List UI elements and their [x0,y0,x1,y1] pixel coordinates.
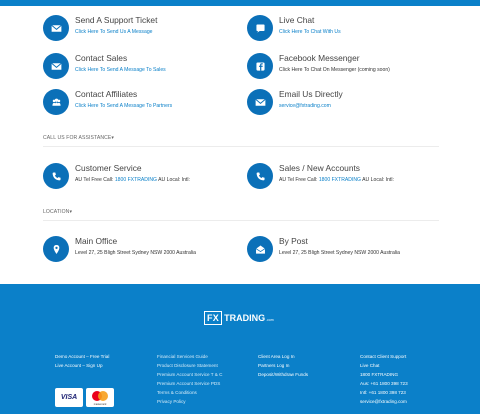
envelope-icon [247,89,273,115]
footer-link-contact-support[interactable]: Contact Client Support [360,354,407,359]
sales-accounts-title: Sales / New Accounts [279,163,360,173]
footer-link-pds[interactable]: Product Disclosure Statement [157,363,218,368]
footer-link-terms[interactable]: Terms & Conditions [157,390,197,395]
footer-link-client-login[interactable]: Client Area Log In [258,354,295,359]
footer-legal-column [157,352,222,406]
live-chat-link[interactable]: Click Here To Chat With Us [279,29,341,35]
facebook-messenger-title: Facebook Messenger [279,53,360,63]
divider [43,220,439,221]
free-call-label: AU Tel Free Call: [75,177,114,183]
contact-sales-title: Contact Sales [75,53,128,63]
support-ticket-title: Send A Support Ticket [75,15,158,25]
free-call-number[interactable]: 1800 FXTRADING [114,177,158,183]
footer-support-column [360,352,408,406]
phone-icon [247,163,273,189]
fxtrading-logo[interactable] [204,311,274,325]
mastercard-yellow-circle [98,391,108,401]
support-ticket-item[interactable] [43,15,157,41]
sales-accounts-item [247,163,394,189]
envelope-icon [43,15,69,41]
contact-affiliates-title: Contact Affiliates [75,89,138,99]
location-section-label[interactable]: LOCATION▾ [43,209,73,215]
free-call-label: AU Tel Free Call: [279,177,318,183]
main-office-title: Main Office [75,236,118,246]
open-envelope-icon [247,236,273,262]
footer-link-deposit-withdraw[interactable]: Deposit/Withdraw Funds [258,372,309,377]
footer-link-live-account[interactable]: Live Account – Sign Up [55,363,103,368]
contact-sales-item[interactable] [43,53,166,79]
footer-phone-intl[interactable]: Intl: +61 1800 398 723 [360,390,406,395]
site-footer [0,284,480,414]
by-post-title: By Post [279,236,308,246]
email-directly-item[interactable] [247,89,343,115]
footer-link-premium-pds[interactable]: Premium Account Service PDS [157,381,221,386]
footer-link-fsg[interactable]: Financial Services Guide [157,354,208,359]
by-post-address: Level 27, 25 Bligh Street Sydney NSW 2000 Australia [279,250,400,256]
facebook-messenger-item[interactable] [247,53,390,79]
map-pin-icon [43,236,69,262]
main-office-item [43,236,196,262]
support-ticket-link[interactable]: Click Here To Send Us A Message [75,29,153,35]
logo-fx: FX [204,311,222,325]
footer-link-premium-tc[interactable]: Premium Account Service T & C [157,372,223,377]
call-section-label[interactable]: CALL US FOR ASSISTANCE▾ [43,135,115,141]
contact-sales-link[interactable]: Click Here To Send A Message To Sales [75,67,166,73]
contact-affiliates-link[interactable]: Click Here To Send A Message To Partners [75,103,173,109]
customer-service-item [43,163,190,189]
live-chat-title: Live Chat [279,15,315,25]
footer-link-demo-account[interactable]: Demo Account – Free Trial [55,354,110,359]
phone-icon [43,163,69,189]
mastercard-logo-text: mastercard [93,403,107,406]
footer-accounts-column [55,352,109,370]
logo-com: .com [266,317,274,322]
email-address-link[interactable]: service@fxtrading.com [279,103,331,109]
email-directly-title: Email Us Directly [279,89,343,99]
footer-link-live-chat[interactable]: Live Chat [360,363,380,368]
live-chat-item[interactable] [247,15,341,41]
footer-phone-aus[interactable]: Aus: +61 1800 398 723 [360,381,408,386]
mastercard-card [86,388,114,407]
footer-login-column [258,352,308,379]
visa-logo-text: VISA [60,394,78,401]
chat-bubble-icon [247,15,273,41]
footer-link-privacy[interactable]: Privacy Policy [157,399,186,404]
top-accent-bar [0,0,480,6]
visa-card [55,388,83,407]
customer-service-title: Customer Service [75,163,142,173]
footer-email[interactable]: service@fxtrading.com [360,399,407,404]
users-icon [43,89,69,115]
local-intl-label: AU Local: Intl: [362,177,394,183]
by-post-item [247,236,400,262]
footer-phone-free[interactable]: 1800 FXTRADING [360,372,399,377]
main-office-address: Level 27, 25 Bligh Street Sydney NSW 2000 Australia [75,250,196,256]
sales-accounts-phones [279,177,394,183]
facebook-messenger-link[interactable]: Click Here To Chat On Messenger (coming soon) [279,67,390,73]
contact-affiliates-item[interactable] [43,89,172,115]
local-intl-label: AU Local: Intl: [158,177,190,183]
envelope-icon [43,53,69,79]
facebook-icon [247,53,273,79]
free-call-number[interactable]: 1800 FXTRADING [318,177,362,183]
logo-trading: TRADING [224,313,266,323]
divider [43,146,439,147]
customer-service-phones [75,177,190,183]
payment-cards [55,388,114,407]
footer-link-partners-login[interactable]: Partners Log In [258,363,290,368]
